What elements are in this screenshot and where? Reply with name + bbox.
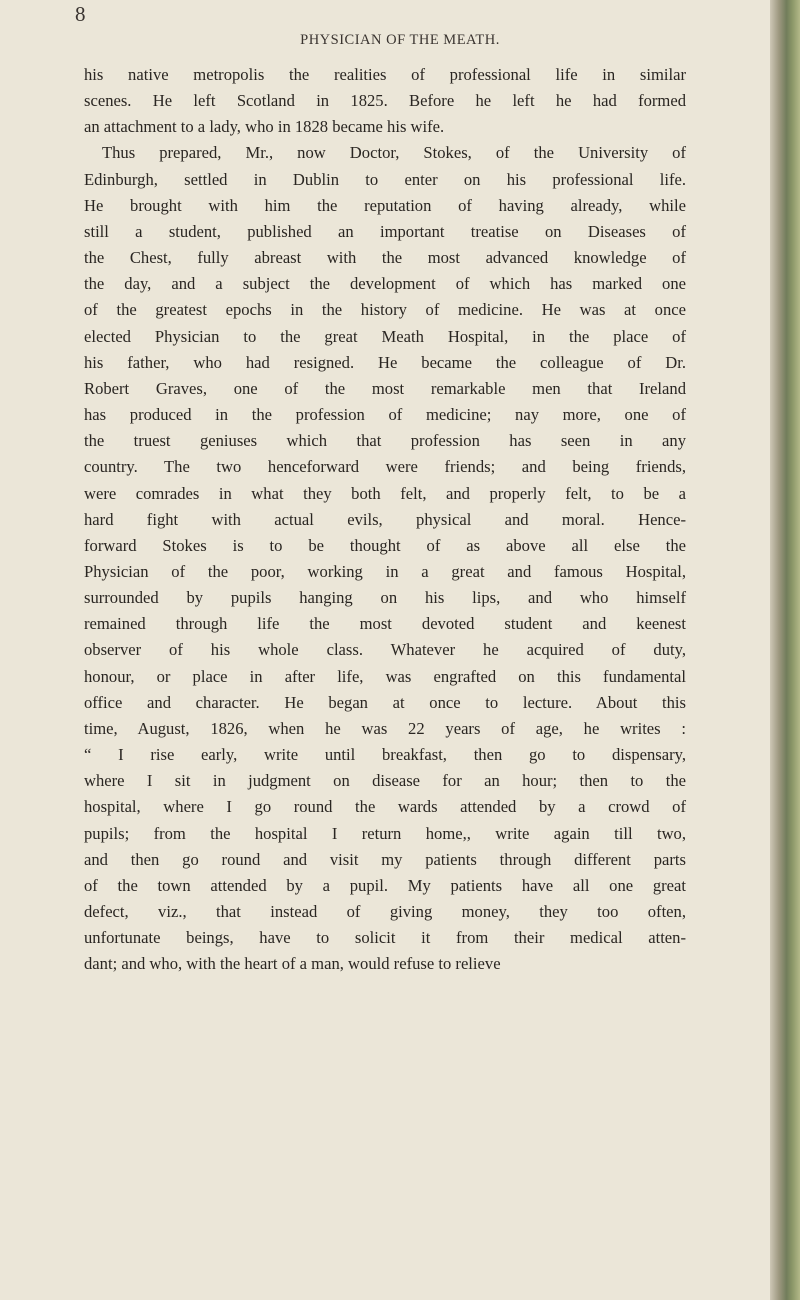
text-line: scenes. He left Scotland in 1825. Before he left he had formed: [84, 91, 686, 111]
text-line: Robert Graves, one of the most remarkable men that Ireland: [84, 378, 686, 398]
text-line: has produced in the profession of medicine; nay more, one of: [84, 405, 686, 425]
text-line: were comrades in what they both felt, and properly felt, to be a: [84, 483, 686, 503]
text-line: of the greatest epochs in the history of medicine. He was at once: [84, 300, 686, 320]
text-line: his native metropolis the realities of professional life in similar: [84, 65, 686, 84]
text-line: He brought with him the reputation of having already, while: [84, 195, 686, 215]
text-line: time, August, 1826, when he was 22 years of age, he writes :: [84, 718, 686, 738]
text-line: where I sit in judgment on disease for an hour; then to the: [84, 771, 686, 791]
text-line: defect, viz., that instead of giving money, they too often,: [84, 902, 686, 921]
text-line: office and character. He began at once to lecture. About this: [84, 692, 686, 712]
book-binding-edge: [770, 0, 800, 1300]
text-line: honour, or place in after life, was engrafted on this fundamental: [84, 666, 686, 686]
text-line: and then go round and visit my patients through different parts: [84, 849, 686, 869]
text-line: dant; and who, with the heart of a man, would refuse to relieve: [84, 954, 501, 974]
text-line: elected Physician to the great Meath Hospital, in the place of: [84, 326, 686, 346]
text-line: still a student, published an important treatise on Diseases of: [84, 221, 686, 241]
page-number: 8: [75, 2, 86, 26]
text-line: the truest geniuses which that profession has seen in any: [84, 431, 686, 451]
text-line: pupils; from the hospital I return home,, write again till two,: [84, 823, 686, 843]
text-line: the Chest, fully abreast with the most advanced knowledge of: [84, 248, 686, 268]
text-line: Thus prepared, Mr., now Doctor, Stokes, of the University of: [102, 143, 686, 163]
text-line: country. The two henceforward were friends; and being friends,: [84, 457, 686, 477]
text-line: forward Stokes is to be thought of as above all else the: [84, 535, 686, 555]
body-text: [84, 62, 686, 977]
text-line: Edinburgh, settled in Dublin to enter on his professional life.: [84, 169, 686, 189]
text-line: observer of his whole class. Whatever he acquired of duty,: [84, 640, 686, 660]
text-line: of the town attended by a pupil. My patients have all one great: [84, 875, 686, 895]
text-line: “ I rise early, write until breakfast, then go to dispensary,: [84, 745, 686, 765]
text-line: hard fight with actual evils, physical and moral. Hence-: [84, 509, 686, 529]
text-line: unfortunate beings, have to solicit it from their medical atten-: [84, 928, 686, 948]
text-line: Physician of the poor, working in a great and famous Hospital,: [84, 561, 686, 581]
text-line: an attachment to a lady, who in 1828 became his wife.: [84, 117, 445, 137]
text-line: surrounded by pupils hanging on his lips, and who himself: [84, 588, 686, 608]
running-head: PHYSICIAN OF THE MEATH.: [300, 32, 500, 48]
text-line: hospital, where I go round the wards attended by a crowd of: [84, 797, 686, 817]
text-line: remained through life the most devoted student and keenest: [84, 614, 686, 634]
text-line: his father, who had resigned. He became the colleague of Dr.: [84, 352, 686, 372]
text-line: the day, and a subject the development of which has marked one: [84, 274, 686, 294]
